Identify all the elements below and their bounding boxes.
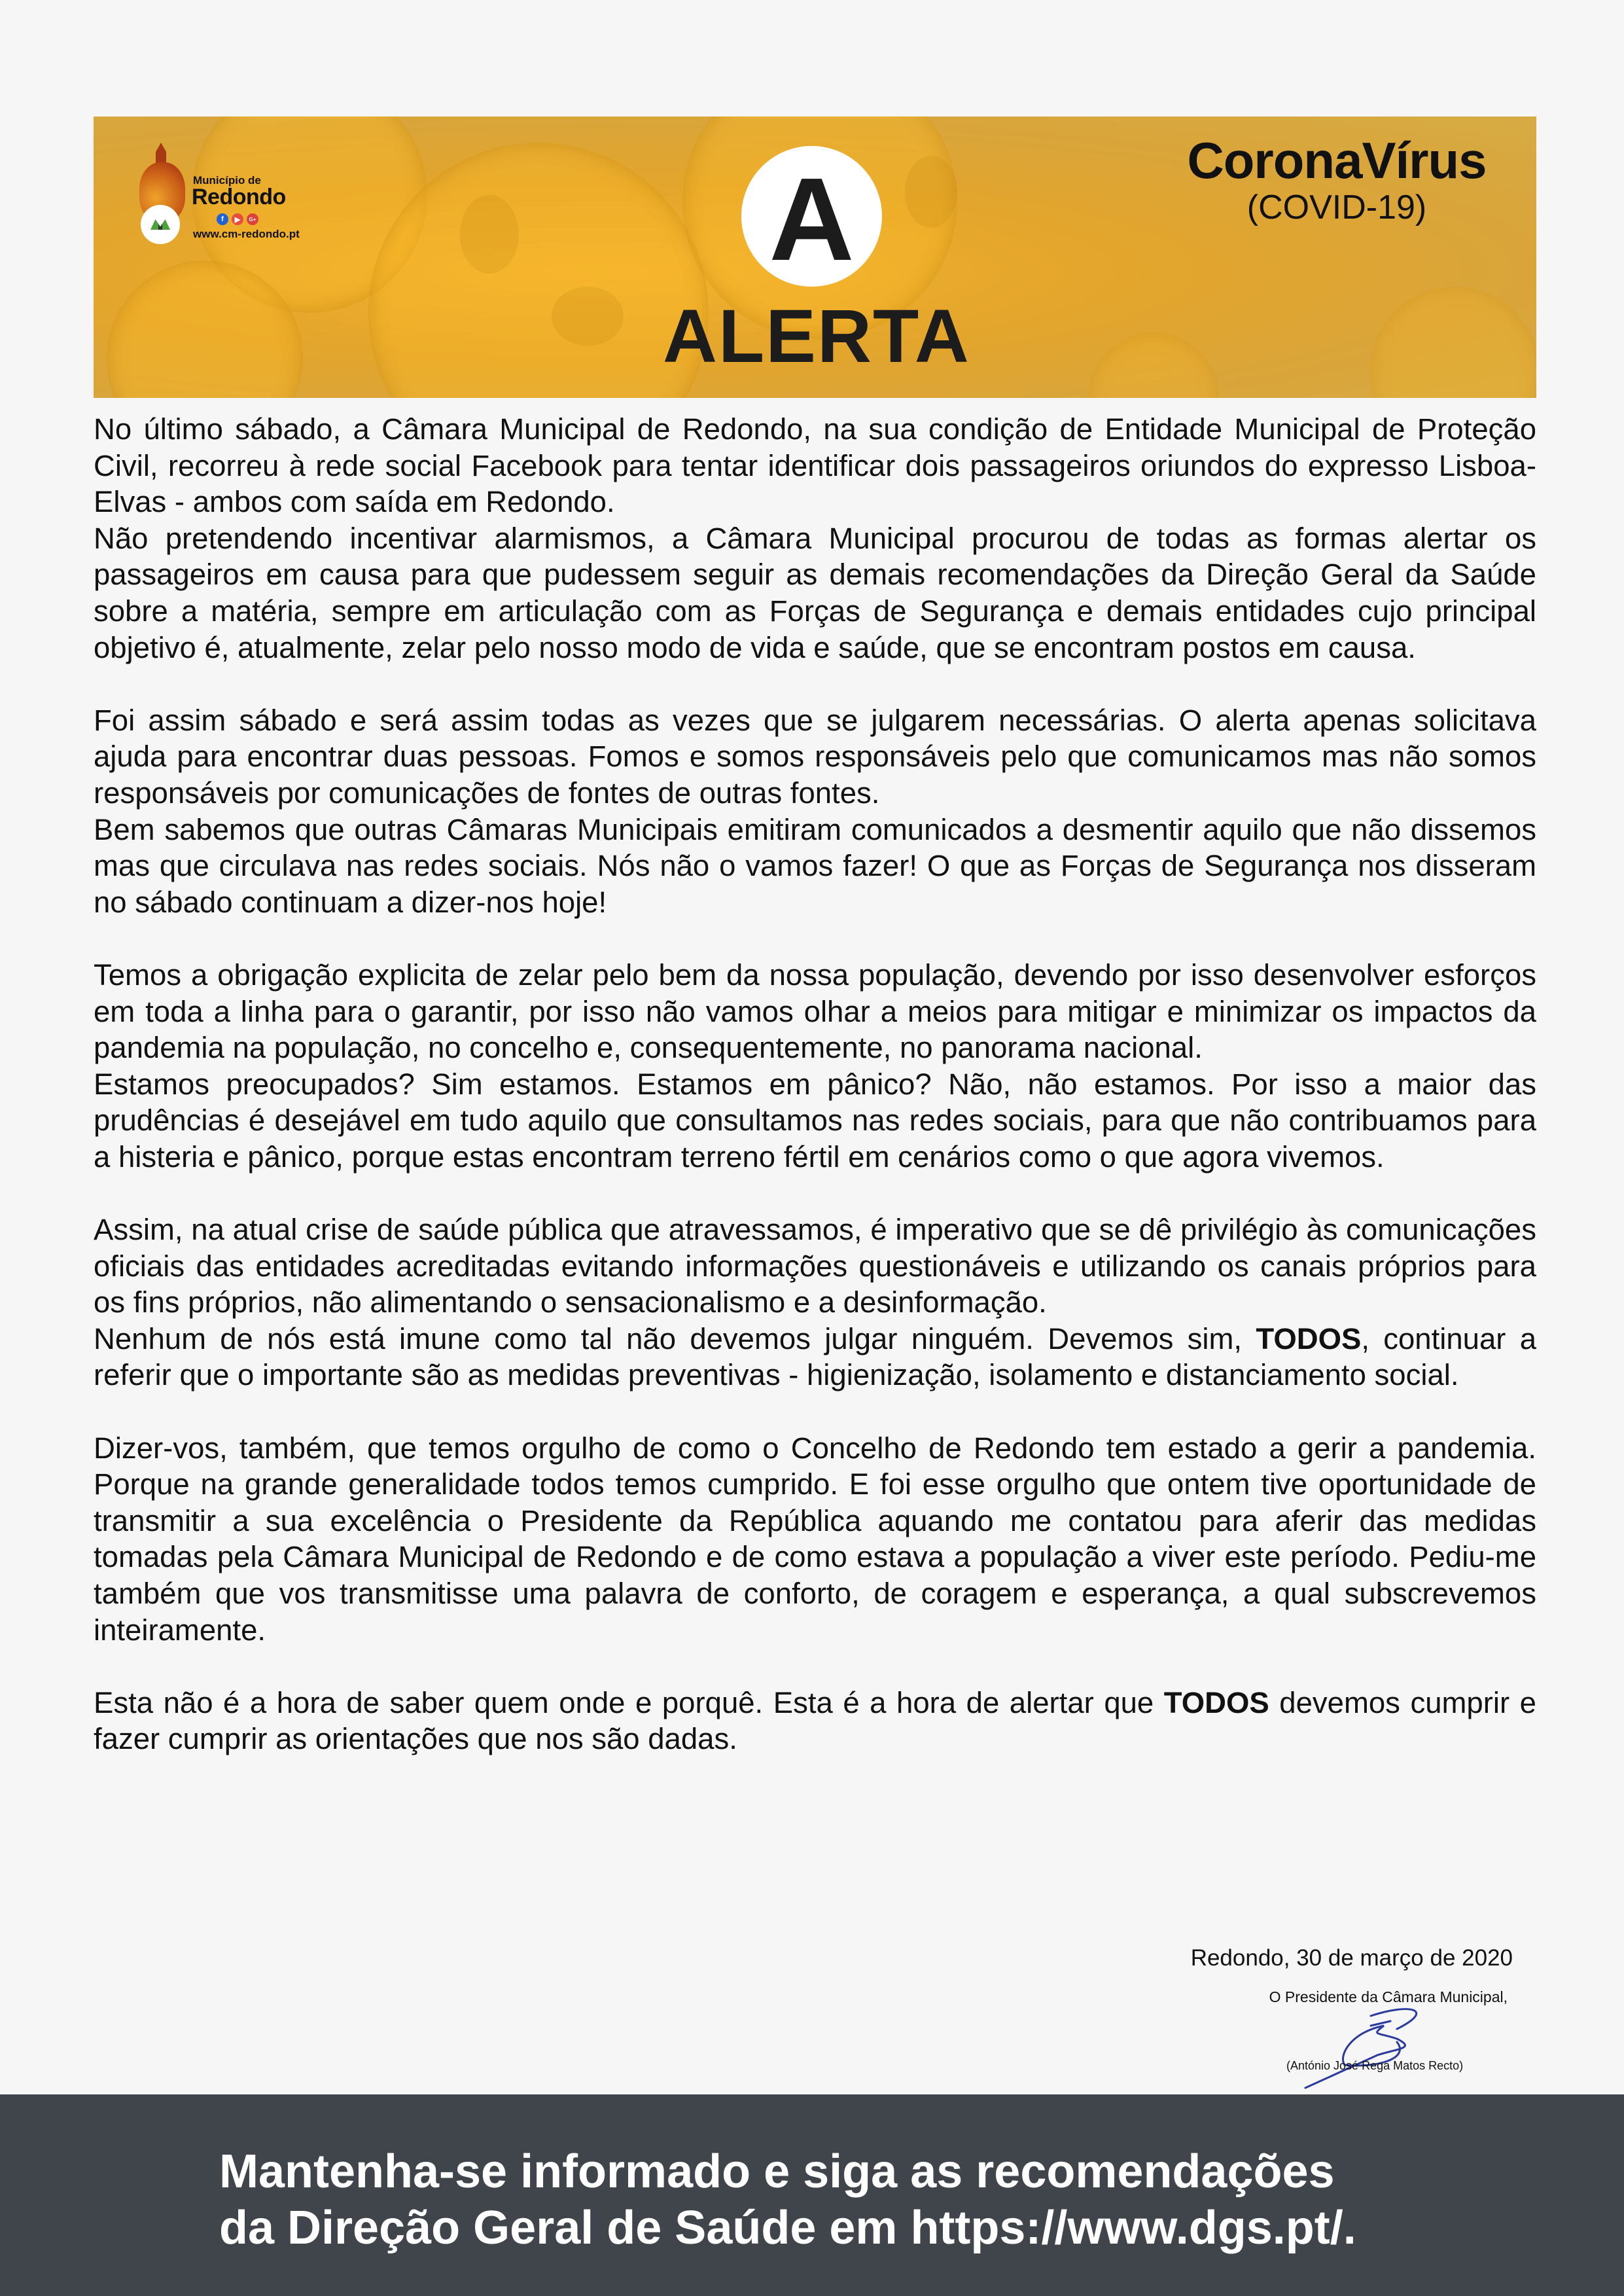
youtube-icon[interactable]: ▶ [232, 213, 243, 225]
paragraph-gap [94, 666, 1536, 702]
alert-badge [741, 146, 882, 287]
paragraph: Temos a obrigação explicita de zelar pelo bem da nossa população, devendo por isso desenvolver esforços em toda a linha para o garantir, por isso não vamos olhar a meios para mitigar e minimizar os impactos da pandemia na população, no concelho e, consequentemente, no panorama nacional. [94, 958, 1536, 1065]
signatory-name: (António José Rega Matos Recto) [1286, 2059, 1464, 2072]
paragraph: Foi assim sábado e será assim todas as vezes que se julgarem necessárias. O alerta apenas solicitava ajuda para encontrar duas pessoas. Fomos e somos responsáveis pelo que comunicamos mas não somos responsáveis por comunicações de fontes de outras fontes. [94, 703, 1536, 810]
paragraph [94, 1321, 1536, 1393]
header-banner [94, 117, 1536, 398]
municipality-prefix: Município de [193, 174, 261, 187]
emphasis-todos: TODOS [1256, 1321, 1362, 1355]
text-run: devemos cumprir e fazer cumprir as orientações que nos são dadas. [94, 1685, 1536, 1756]
paragraph: Não pretendendo incentivar alarmismos, a Câmara Municipal procurou de todas as formas alertar os passageiros em causa para que pudessem seguir as demais recomendações da Direção Geral da Saúde sobre a matéria, sempre em articulação com as Forças de Segurança e demais entidades cujo principal objetivo é, atualmente, zelar pelo nosso modo de vida e saúde, que se encontram postos em causa. [94, 521, 1536, 664]
paragraph: Assim, na atual crise de saúde pública que atravessamos, é imperativo que se dê privilégio às comunicações oficiais das entidades acreditadas evitando informações questionáveis e utilizando os canais próprios para os fins próprios, não alimentando o sensacionalismo e a desinformação. [94, 1213, 1536, 1319]
website-link[interactable]: www.cm-redondo.pt [193, 228, 300, 240]
footer-line-link[interactable]: da Direção Geral de Saúde em https://www.dgs.pt/. [219, 2202, 1356, 2254]
covid-heading [1167, 131, 1507, 227]
signatory-role: O Presidente da Câmara Municipal, [1269, 1988, 1508, 2005]
letter-body [94, 411, 1536, 1757]
virus-spike [552, 287, 624, 346]
virus-spike [905, 156, 957, 228]
covid-title: CoronaVírus [1187, 132, 1487, 189]
handwritten-signature [1299, 2003, 1469, 2094]
paragraph: No último sábado, a Câmara Municipal de Redondo, na sua condição de Entidade Municipal de Proteção Civil, recorreu à rede social Facebook para tentar identificar dois passageiros oriundos do expresso Lisboa-Elvas - ambos com saída em Redondo. [94, 412, 1536, 519]
municipality-logo[interactable] [133, 143, 329, 254]
footer-line: Mantenha-se informado e siga as recomendações [219, 2145, 1335, 2198]
paragraph: Estamos preocupados? Sim estamos. Estamos em pânico? Não, não estamos. Por isso a maior das prudências é desejável em tudo aquilo que consultamos nas redes sociais, para que não contribuamos para a histeria e pânico, porque estas encontram terreno fértil em cenários como o que agora vivemos. [94, 1067, 1536, 1174]
facebook-icon[interactable]: f [217, 213, 228, 225]
paragraph: Dizer-vos, também, que temos orgulho de como o Concelho de Redondo tem estado a gerir a pandemia. Porque na grande generalidade todos temos cumprido. E foi esse orgulho que ontem tive oportunidade de transmitir a sua excelência o Presidente da República aquando me contatou para aferir das medidas tomadas pela Câmara Municipal de Redondo e de como estava a população a viver este período. Pediu-me também que vos transmitisse uma palavra de conforto, de coragem e esperança, a qual subscrevemos inteiramente. [94, 1431, 1536, 1647]
text-run: Nenhum de nós está imune como tal não devemos julgar ninguém. Devemos sim, [94, 1321, 1256, 1355]
social-links [217, 213, 258, 225]
paragraph [94, 1685, 1536, 1757]
google-plus-icon[interactable]: G+ [247, 213, 258, 225]
alert-letter: A [769, 153, 855, 285]
paragraph-gap [94, 1175, 1536, 1211]
paragraph-gap [94, 1393, 1536, 1430]
footer-banner [0, 2094, 1624, 2296]
emphasis-todos: TODOS [1163, 1685, 1269, 1719]
virus-spike [460, 195, 519, 274]
virus-graphic [1088, 332, 1219, 398]
alert-title: ALERTA [663, 295, 970, 378]
footer-message [219, 2144, 1356, 2256]
text-run: Esta não é a hora de saber quem onde e porquê. Esta é a hora de alertar que [94, 1685, 1164, 1719]
inclusiva-badge [141, 205, 180, 244]
inclusiva-figures-icon [150, 219, 170, 230]
municipality-name: Redondo [192, 185, 286, 209]
paragraph-gap [94, 920, 1536, 957]
paragraph: Bem sabemos que outras Câmaras Municipais emitiram comunicados a desmentir aquilo que não dissemos mas que circulava nas redes sociais. Nós não o vamos fazer! O que as Forças de Segurança nos disseram no sábado continuam a dizer-nos hoje! [94, 812, 1536, 919]
place-date: Redondo, 30 de março de 2020 [1190, 1945, 1513, 1971]
paragraph-gap [94, 1648, 1536, 1685]
virus-graphic [1369, 287, 1536, 398]
covid-subtitle: (COVID-19) [1246, 188, 1427, 226]
text-run: , continuar a referir que o importante são as medidas preventivas - higienização, isolamento e distanciamento social. [94, 1321, 1537, 1392]
